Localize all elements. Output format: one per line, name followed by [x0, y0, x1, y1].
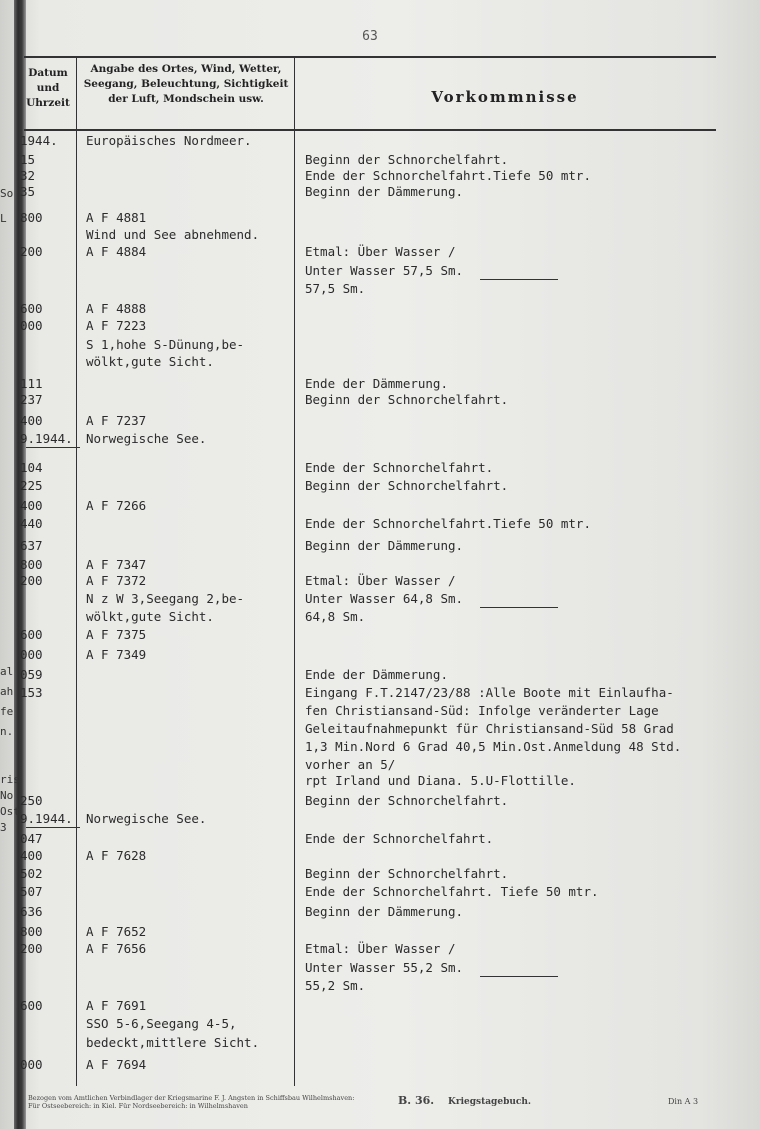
entry-event: Beginn der Schnorchelfahrt.: [305, 793, 509, 808]
entry-time: 637: [20, 538, 43, 553]
entry-event: Unter Wasser 64,8 Sm.: [305, 591, 464, 606]
entry-place: A F 4884: [86, 244, 147, 259]
entry-place: A F 7223: [86, 318, 147, 333]
entry-time: 800: [20, 924, 43, 939]
entry-time: 104: [20, 460, 43, 475]
entry-time: 200: [20, 573, 43, 588]
entry-time: 250: [20, 793, 43, 808]
entry-event: Beginn der Dämmerung.: [305, 184, 464, 199]
entry-time: 111: [20, 376, 43, 391]
entry-time: 502: [20, 866, 43, 881]
entry-time: 600: [20, 998, 43, 1013]
margin-fragment: No: [0, 789, 14, 802]
entry-place: A F 7656: [86, 941, 147, 956]
entry-time: 200: [20, 244, 43, 259]
entry-place: A F 7628: [86, 848, 147, 863]
entry-time: 153: [20, 685, 43, 700]
sum-underline-1: [480, 279, 558, 280]
book-title: Kriegstagebuch.: [448, 1097, 532, 1107]
entry-event: Ende der Schnorchelfahrt.: [305, 831, 494, 846]
entry-event: 55,2 Sm.: [305, 978, 366, 993]
entry-time: 9.1944.: [20, 431, 73, 446]
margin-fragment: ah: [0, 685, 14, 698]
entry-time: 800: [20, 557, 43, 572]
entry-time: 800: [20, 210, 43, 225]
date-underline-1: [26, 447, 80, 448]
header-events-column: Vorkommnisse: [431, 88, 579, 106]
entry-time: 400: [20, 498, 43, 513]
margin-fragment: fe: [0, 705, 14, 718]
entry-time: 600: [20, 301, 43, 316]
header-top-rule: [24, 56, 716, 58]
margin-fragment: ris: [0, 773, 20, 786]
entry-place: A F 7266: [86, 498, 147, 513]
header-place-column: [80, 62, 292, 107]
form-footer: [28, 1094, 728, 1116]
entry-place: A F 7652: [86, 924, 147, 939]
header-date-line: und: [36, 82, 60, 94]
entry-time: 400: [20, 848, 43, 863]
entry-event: Ende der Schnorchelfahrt.Tiefe 50 mtr.: [305, 516, 591, 531]
entry-event: Unter Wasser 55,2 Sm.: [305, 960, 464, 975]
entry-time: 059: [20, 667, 43, 682]
entry-place: A F 7372: [86, 573, 147, 588]
entry-event: 64,8 Sm.: [305, 609, 366, 624]
entry-event: Ende der Schnorchelfahrt. Tiefe 50 mtr.: [305, 884, 599, 899]
entry-place: A F 7375: [86, 627, 147, 642]
entry-event: Unter Wasser 57,5 Sm.: [305, 263, 464, 278]
entry-event: Geleitaufnahmepunkt für Christiansand-Süd 58 Grad: [305, 721, 674, 736]
entry-time: 507: [20, 884, 43, 899]
entry-event: vorher an 5/: [305, 757, 396, 772]
margin-fragment: n.: [0, 725, 14, 738]
entry-place: A F 7694: [86, 1057, 147, 1072]
entry-event: 1,3 Min.Nord 6 Grad 40,5 Min.Ost.Anmeldung 48 Std.: [305, 739, 682, 754]
entry-place: Wind und See abnehmend.: [86, 227, 260, 242]
column-rule-place: [294, 56, 295, 1086]
entry-time: 35: [20, 184, 36, 199]
date-underline-2: [26, 827, 80, 828]
form-number: B. 36.: [398, 1094, 435, 1107]
entry-event: Beginn der Schnorchelfahrt.: [305, 152, 509, 167]
entry-event: Ende der Schnorchelfahrt.Tiefe 50 mtr.: [305, 168, 591, 183]
entry-time: 1944.: [20, 133, 58, 148]
entry-time: 440: [20, 516, 43, 531]
entry-time: 15: [20, 152, 36, 167]
entry-event: 57,5 Sm.: [305, 281, 366, 296]
header-place-line: der Luft, Mondschein usw.: [108, 93, 264, 105]
page-number: 63: [362, 29, 378, 44]
entry-place: Norwegische See.: [86, 431, 207, 446]
entry-time: 000: [20, 647, 43, 662]
entry-event: Ende der Dämmerung.: [305, 376, 448, 391]
entry-place: Norwegische See.: [86, 811, 207, 826]
entry-event: Ende der Dämmerung.: [305, 667, 448, 682]
entry-event: Ende der Schnorchelfahrt.: [305, 460, 494, 475]
entry-event: Etmal: Über Wasser /: [305, 573, 456, 588]
entry-place: bedeckt,mittlere Sicht.: [86, 1035, 260, 1050]
entry-time: 32: [20, 168, 36, 183]
margin-fragment: al: [0, 665, 14, 678]
margin-fragment: 3: [0, 821, 7, 834]
entry-event: Etmal: Über Wasser /: [305, 244, 456, 259]
entry-place: A F 7347: [86, 557, 147, 572]
header-date-column: [24, 66, 72, 111]
entry-time: 000: [20, 318, 43, 333]
entry-place: A F 7349: [86, 647, 147, 662]
margin-fragment: L: [0, 212, 7, 225]
header-date-line: Uhrzeit: [26, 97, 70, 109]
entry-event: rpt Irland und Diana. 5.U-Flottille.: [305, 773, 576, 788]
entry-time: 047: [20, 831, 43, 846]
entry-place: Europäisches Nordmeer.: [86, 133, 252, 148]
entry-event: Etmal: Über Wasser /: [305, 941, 456, 956]
entry-place: wölkt,gute Sicht.: [86, 354, 214, 369]
entry-time: 237: [20, 392, 43, 407]
entry-time: 9.1944.: [20, 811, 73, 826]
entry-place: wölkt,gute Sicht.: [86, 609, 214, 624]
printer-note: Bezogen vom Amtlichen Verbindlager der Kriegsmarine F. J. Angsten in Schiffsbau Wilhelmshaven: Für Ostseebereich: in Kiel. Für Nordseebereich: in Wilhelmshaven: [28, 1094, 355, 1110]
entry-time: 000: [20, 1057, 43, 1072]
entry-time: 400: [20, 413, 43, 428]
entry-event: fen Christiansand-Süd: Infolge veränderter Lage: [305, 703, 659, 718]
entry-place: N z W 3,Seegang 2,be-: [86, 591, 245, 606]
entry-place: A F 7237: [86, 413, 147, 428]
entry-time: 636: [20, 904, 43, 919]
entry-place: A F 4881: [86, 210, 147, 225]
entry-time: 225: [20, 478, 43, 493]
entry-time: 200: [20, 941, 43, 956]
header-bottom-rule: [24, 129, 716, 131]
entry-event: Beginn der Schnorchelfahrt.: [305, 392, 509, 407]
sum-underline-2: [480, 607, 558, 608]
header-date-line: Datum: [28, 67, 68, 79]
header-place-line: Angabe des Ortes, Wind, Wetter,: [90, 63, 282, 75]
entry-place: A F 4888: [86, 301, 147, 316]
entry-time: 600: [20, 627, 43, 642]
entry-place: SSO 5-6,Seegang 4-5,: [86, 1016, 237, 1031]
entry-event: Beginn der Schnorchelfahrt.: [305, 866, 509, 881]
entry-event: Beginn der Schnorchelfahrt.: [305, 478, 509, 493]
margin-fragment: Ost: [0, 805, 20, 818]
sum-underline-3: [480, 976, 558, 977]
entry-event: Beginn der Dämmerung.: [305, 538, 464, 553]
margin-fragment: So: [0, 187, 14, 200]
entry-event: Eingang F.T.2147/23/88 :Alle Boote mit Einlaufha-: [305, 685, 674, 700]
header-place-line: Seegang, Beleuchtung, Sichtigkeit: [83, 78, 289, 90]
entry-event: Beginn der Dämmerung.: [305, 904, 464, 919]
column-rule-date: [76, 56, 77, 1086]
entry-place: A F 7691: [86, 998, 147, 1013]
paper-size: Din A 3: [668, 1097, 699, 1106]
entry-place: S 1,hohe S-Dünung,be-: [86, 337, 245, 352]
